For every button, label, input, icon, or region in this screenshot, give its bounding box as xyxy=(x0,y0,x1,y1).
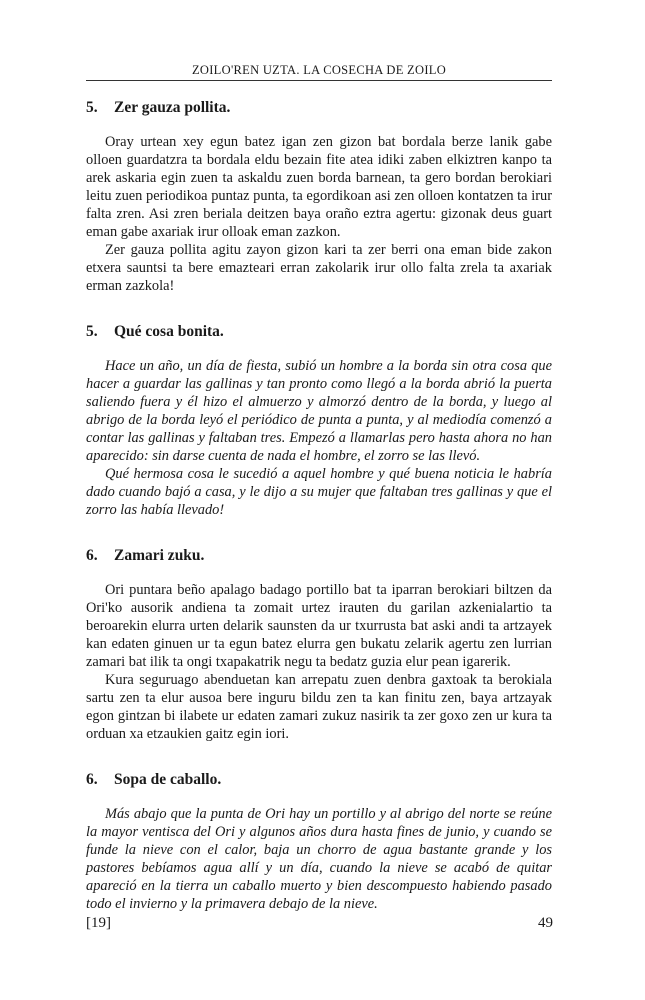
paragraph: Zer gauza pollita agitu zayon gizon kari ta zer berri ona eman bide zakon etxera sauntsi ta bere emazteari erran zakolarik irur ollo falta zrela ta axariak erman zazkola! xyxy=(86,242,552,294)
section-number: 5. xyxy=(86,323,98,340)
section-number: 5. xyxy=(86,99,98,116)
section-heading xyxy=(86,770,552,790)
section-number: 6. xyxy=(86,547,98,564)
section-heading xyxy=(86,546,552,566)
footer-chapter-marker: [19] xyxy=(86,915,111,931)
section-title: Zamari zuku. xyxy=(114,547,205,564)
section-zer-gauza-pollita xyxy=(86,98,552,295)
paragraph: Qué hermosa cosa le sucedió a aquel hombre y qué buena noticia le habría dado cuando bajó a casa, y le dijo a su mujer que faltaban tres gallinas y que el zorro las había llevado! xyxy=(86,466,552,518)
paragraph: Más abajo que la punta de Ori hay un portillo y al abrigo del norte se reúne la mayor ventisca del Ori y algunos años dura hasta fines de junio, y cuando se funde la nieve con el calor, baja un chorro de agua bastante grande y los pastores bebíamos agua allí y un día, cuando la nieve se acabó de quitar apareció en la tierra un caballo muerto y bien descompuesto habiendo pasado todo el invierno y la primavera debajo de la nieve. xyxy=(86,806,552,912)
paragraph: Oray urtean xey egun batez igan zen gizon bat bordala berze lanik gabe olloen guardatzra ta bordala eldu bezain fite atea idiki zaben elkiztren kanpo ta arek askaria egin zuen ta askaldu zuen borda barnean, ta gero bordan berokiari leitu zuen periodikoa puntaz punta, ta egordikoan asi zen olloen kontatzen ta irur falta zren. Asi zren beriala deitzen baya oraño eztra agertu: gizonak deus guart eman gabe axariak irur olloak eman zazkon. xyxy=(86,134,552,240)
section-heading xyxy=(86,98,552,118)
section-title: Sopa de caballo. xyxy=(114,771,222,788)
section-title: Zer gauza pollita. xyxy=(114,99,231,116)
paragraph: Kura seguruago abenduetan kan arrepatu zuen denbra gaxtoak ta berokiala sartu zen ta elur ausoa bere inguru bildu zen ta kan finitu zen, baya artzayak egon gintzan bi ilabete ur edaten zamari zukuz nasirik ta zer goxo zen ur kura ta orduan xa etzaukien gaitz egin iori. xyxy=(86,672,552,742)
section-que-cosa-bonita xyxy=(86,322,552,519)
section-sopa-de-caballo xyxy=(86,770,552,913)
page-number: 49 xyxy=(538,915,553,931)
section-heading xyxy=(86,322,552,342)
section-title: Qué cosa bonita. xyxy=(114,323,224,340)
paragraph: Ori puntara beño apalago badago portillo bat ta iparran berokiari biltzen da Ori'ko ausorik andiena ta zomait urtez irauten du garilan azkenialartio ta beroarekin elurra urten delarik saunsten da ur txurrusta bat aski andi ta artzayek kan edaten ginuen ur ta egun batez elurra gen bukatu zelarik agertu zen lurrian zamari bat ilik ta ongi txapakatrik negu ta bedatz guzia elur pean igarerik. xyxy=(86,582,552,670)
section-number: 6. xyxy=(86,771,98,788)
paragraph: Hace un año, un día de fiesta, subió un hombre a la borda sin otra cosa que hacer a guardar las gallinas y tan pronto como llegó a la borda abrió la puerta saliendo fuera y él hizo el almuerzo y almorzó dentro de la borda, y luego al abrigo de la borda leyó el periódico de punta a punta, y al mediodía comenzó a contar las gallinas y faltaban tres. Empezó a llamarlas pero hasta ahora no han aparecido: sin darse cuenta de nada el hombre, el zorro se las llevó. xyxy=(86,358,552,464)
running-head: ZOILO'REN UZTA. LA COSECHA DE ZOILO xyxy=(86,63,552,81)
section-zamari-zuku xyxy=(86,546,552,743)
